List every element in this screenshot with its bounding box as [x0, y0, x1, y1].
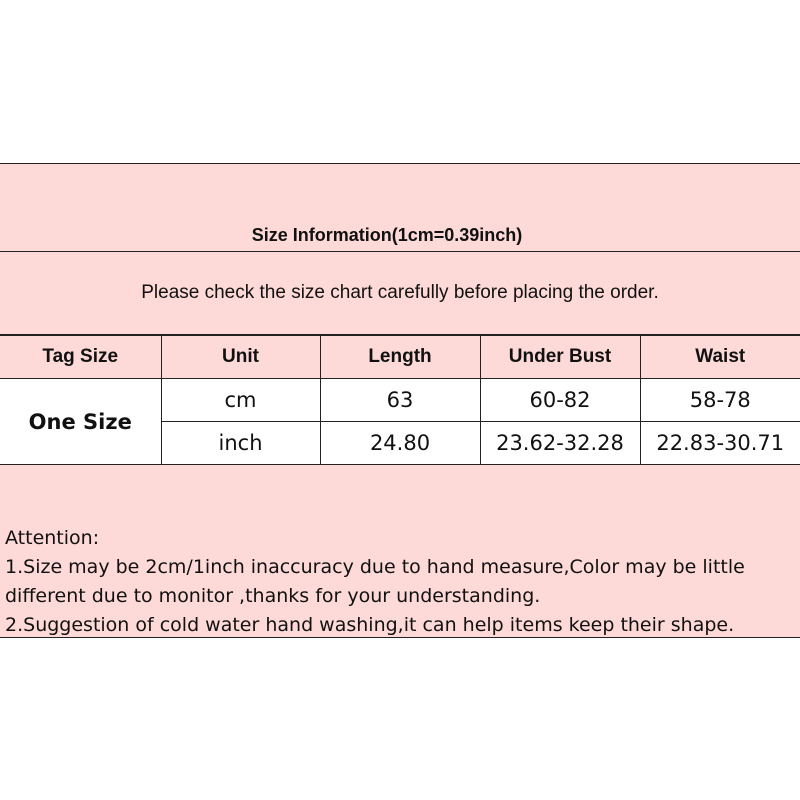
attention-line: 1.Size may be 2cm/1inch inaccuracy due to hand measure,Color may be little [5, 556, 745, 578]
size-chart-title: Size Information(1cm=0.39inch) [251, 225, 523, 245]
header-under-bust: Under Bust [480, 336, 640, 379]
unit-cell: inch [161, 422, 320, 465]
tag-size-value: One Size [0, 379, 161, 465]
header-waist: Waist [640, 336, 800, 379]
attention-line: 2.Suggestion of cold water hand washing,it can help items keep their shape. [5, 614, 735, 636]
attention-section [5, 524, 795, 640]
table-row [0, 379, 800, 422]
notice-row [0, 252, 800, 335]
under-bust-cell: 60-82 [480, 379, 640, 422]
size-table [0, 335, 800, 465]
length-cell: 63 [320, 379, 480, 422]
under-bust-cell: 23.62-32.28 [480, 422, 640, 465]
unit-cell: cm [161, 379, 320, 422]
size-notice: Please check the size chart carefully before placing the order. [141, 282, 659, 303]
attention-heading: Attention: [5, 527, 100, 549]
attention-line: different due to monitor ,thanks for your understanding. [5, 585, 541, 607]
title-row [0, 164, 800, 252]
length-cell: 24.80 [320, 422, 480, 465]
header-length: Length [320, 336, 480, 379]
waist-cell: 58-78 [640, 379, 800, 422]
header-tag-size: Tag Size [0, 336, 161, 379]
table-header-row [0, 336, 800, 379]
size-chart [0, 163, 800, 638]
header-unit: Unit [161, 336, 320, 379]
waist-cell: 22.83-30.71 [640, 422, 800, 465]
